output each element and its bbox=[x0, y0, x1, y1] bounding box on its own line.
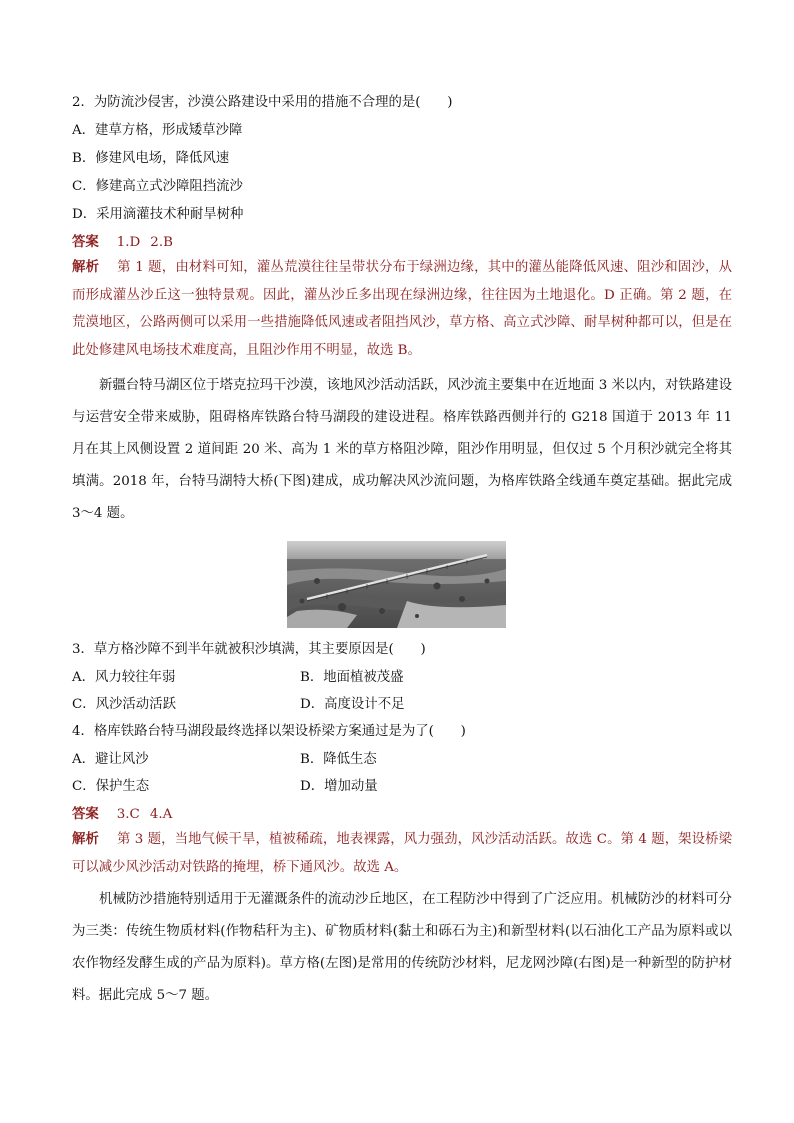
question-4-options-row-1 bbox=[72, 751, 377, 769]
question-3-options-row-2 bbox=[72, 696, 404, 714]
question-4-options-row-2 bbox=[72, 778, 378, 796]
question-3-option-d: D．高度设计不足 bbox=[300, 697, 405, 712]
answer-q1: 1.D bbox=[116, 235, 141, 250]
answer-label: 答案 bbox=[72, 234, 99, 250]
question-2-option-d: D．采用滴灌技术种耐旱树种 bbox=[72, 207, 244, 222]
question-3-option-a: A．风力较往年弱 bbox=[72, 670, 176, 685]
bridge-photo bbox=[287, 541, 506, 628]
question-4-option-d: D．增加动量 bbox=[300, 779, 378, 794]
answer-1-2 bbox=[72, 233, 173, 252]
question-2-stem: 2．为防流沙侵害，沙漠公路建设中采用的措施不合理的是( ) bbox=[72, 95, 453, 110]
question-3-option-b: B．地面植被茂盛 bbox=[300, 670, 404, 685]
question-3-options-row-1 bbox=[72, 669, 404, 687]
question-4-option-c: C．保护生态 bbox=[72, 779, 150, 794]
analysis-1-2 bbox=[72, 254, 732, 364]
question-4-stem: 4．格库铁路台特马湖段最终选择以架设桥梁方案通过是为了( ) bbox=[72, 724, 466, 739]
question-2-option-c: C．修建高立式沙障阻挡流沙 bbox=[72, 179, 243, 194]
material-5-7: 机械防沙措施特别适用于无灌溉条件的流动沙丘地区，在工程防沙中得到了广泛应用。机械防沙的材料可分为三类：传统生物质材料(作物秸秆为主)、矿物质材料(黏土和砾石为主)和新型材料(以石油化工产品为原料或以农作物经发酵生成的产品为原料)。草方格(左图)是常用的传统防沙材料，尼龙网沙障(右图)是一种新型的防护材料。据此完成 5～7 题。 bbox=[72, 892, 732, 1003]
answer-3-4 bbox=[72, 805, 172, 824]
question-3-option-c: C．风沙活动活跃 bbox=[72, 697, 176, 712]
question-2-option-a: A．建草方格，形成矮草沙障 bbox=[72, 123, 243, 138]
answer-q2: 2.B bbox=[150, 235, 173, 250]
answer-label-2: 答案 bbox=[72, 806, 99, 822]
analysis-label-2: 解析 bbox=[72, 831, 99, 847]
question-3-stem: 3．草方格沙障不到半年就被积沙填满，其主要原因是( ) bbox=[72, 642, 426, 657]
question-4-option-b: B．降低生态 bbox=[300, 752, 377, 767]
answer-q3: 3.C bbox=[116, 807, 140, 822]
analysis-label: 解析 bbox=[72, 259, 100, 275]
analysis-3-4 bbox=[72, 826, 732, 881]
answer-q4: 4.A bbox=[149, 807, 173, 822]
analysis-3-4-text: 第 3 题，当地气候干旱，植被稀疏，地表裸露，风力强劲，风沙活动活跃。故选 C。第 4 题，架设桥梁可以减少风沙活动对铁路的掩埋，桥下通风沙。故选 A。 bbox=[72, 832, 733, 875]
material-3-4: 新疆台特马湖区位于塔克拉玛干沙漠，该地风沙活动活跃，风沙流主要集中在近地面 3 米以内，对铁路建设与运营安全带来威胁，阻碍格库铁路台特马湖段的建设进程。格库铁路西侧并行的 G218 国道于 2013 年 11 月在其上风侧设置 2 道间距 20 米、高为 1 米的草方格阻沙障，阻沙作用明显，但仅过 5 个月积沙就完全将其填满。2018 年，台特马湖特大桥(下图)建成，成功解决风沙流问题，为格库铁路全线通车奠定基础。据此完成 3～4 题。 bbox=[72, 378, 732, 521]
analysis-1-2-text: 第 1 题，由材料可知，灌丛荒漠往往呈带状分布于绿洲边缘，其中的灌丛能降低风速、阻沙和固沙，从而形成灌丛沙丘这一独特景观。因此，灌丛沙丘多出现在绿洲边缘，往往因为土地退化。D 正确。第 2 题，在荒漠地区，公路两侧可以采用一些措施降低风速或者阻挡风沙，草方格、高立式沙障、耐旱树种都可以，但是在此处修建风电场技术难度高，且阻沙作用不明显，故选 B。 bbox=[72, 260, 733, 358]
question-4-option-a: A．避让风沙 bbox=[72, 752, 149, 767]
question-2-option-b: B．修建风电场，降低风速 bbox=[72, 151, 230, 166]
